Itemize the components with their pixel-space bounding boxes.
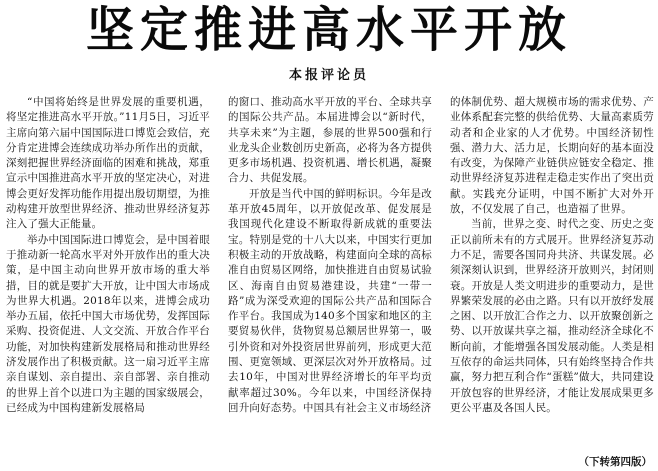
article-body <box>6 95 654 469</box>
paragraph: 当前，世界之变、时代之变、历史之变正以前所未有的方式展开。世界经济复苏动力不足，需要各国同舟共济、共谋发展。必须深刻认识到，世界经济开放则兴，封闭则衰。开放是人类文明进步的重要动力，是世界繁荣发展的必由之路。只有以开放纾发展之困、以开放汇合作之力、以开放聚创新之势、以开放谋共享之福，推动经济全球化不断向前，才能增强各国发展动能。人类是相互依存的命运共同体，只有始终坚持合作共赢，努力把互利合作“蛋糕”做大，共同建设开放包容的世界经济，才能让发展成果更多更公平惠及各国人民。 <box>450 218 654 414</box>
article-headline: 坚定推进高水平开放 <box>85 2 572 58</box>
paragraph: 举办中国国际进口博览会，是中国着眼于推动新一轮高水平对外开放作出的重大决策，是中国主动向世界开放市场的重大举措，目的就是要扩大开放，让中国大市场成为世界大机遇。2018年以来，进博会成功举办五届，依托中国大市场优势，发挥国际采购、投资促进、人文交流、开放合作平台功能，对加快构建新发展格局和推动世界经济发展作出了积极贡献。这一扇习近平主席亲自谋划、亲自提出、亲自部署、亲自推动的世界上首个以进口为主题的国家级展会，已经成为中国构建新发展格局 <box>6 233 210 414</box>
paragraph: 的体制优势、超大规模市场的需求优势、产业体系配套完整的供给优势、大量高素质劳动者和企业家的人才优势。中国经济韧性强、潜力大、活力足，长期向好的基本面没有改变，为保障产业链供应链安全稳定、推动世界经济复苏进程走稳走实作出了突出贡献。实践充分证明，中国不断扩大对外开放，不仅发展了自己，也造福了世界。 <box>450 96 654 216</box>
paragraph: 的窗口、推动高水平开放的平台、全球共享的国际公共产品。本届进博会以“新时代，共享未来”为主题，参展的世界500强和行业龙头企业数创历史新高，必将为各方提供更多市场机遇、投资机遇、增长机遇，凝聚合力、共促发展。 <box>228 96 432 185</box>
article-column-2 <box>228 95 432 469</box>
article-byline: 本报评论员 <box>288 68 369 83</box>
paragraph: 开放是当代中国的鲜明标识。今年是改革开放45周年，以开放促改革、促发展是我国现代化建设不断取得新成就的重要法宝。特别是党的十八大以来，中国实行更加积极主动的开放战略，构建面向全球的高标准自由贸易区网络，加快推进自由贸易试验区、海南自由贸易港建设，共建“一带一路”成为深受欢迎的国际公共产品和国际合作平台。我国成为140多个国家和地区的主要贸易伙伴，货物贸易总额居世界第一，吸引外资和对外投资居世界前列，形成更大范围、更宽领域、更深层次对外开放格局。过去10年，中国对世界经济增长的年平均贡献率超过30%。今年以来，中国经济保持回升向好态势。中国具有社会主义市场经济 <box>228 187 432 414</box>
continued-on-page-note[interactable]: （下转第四版） <box>575 455 653 469</box>
paragraph: “中国将始终是世界发展的重要机遇，将坚定推进高水平开放。”11月5日，习近平主席向第六届中国国际进口博览会致信，充分肯定进博会连续成功举办所作出的贡献，深刻把握世界经济面临的困难和挑战，郑重宣示中国推进高水平开放的坚定决心，对进博会更好发挥功能作用提出殷切期望，为推动构建开放型世界经济、推动世界经济复苏注入了强大正能量。 <box>6 96 210 231</box>
article-column-3 <box>450 95 654 469</box>
article-column-1 <box>6 95 210 469</box>
